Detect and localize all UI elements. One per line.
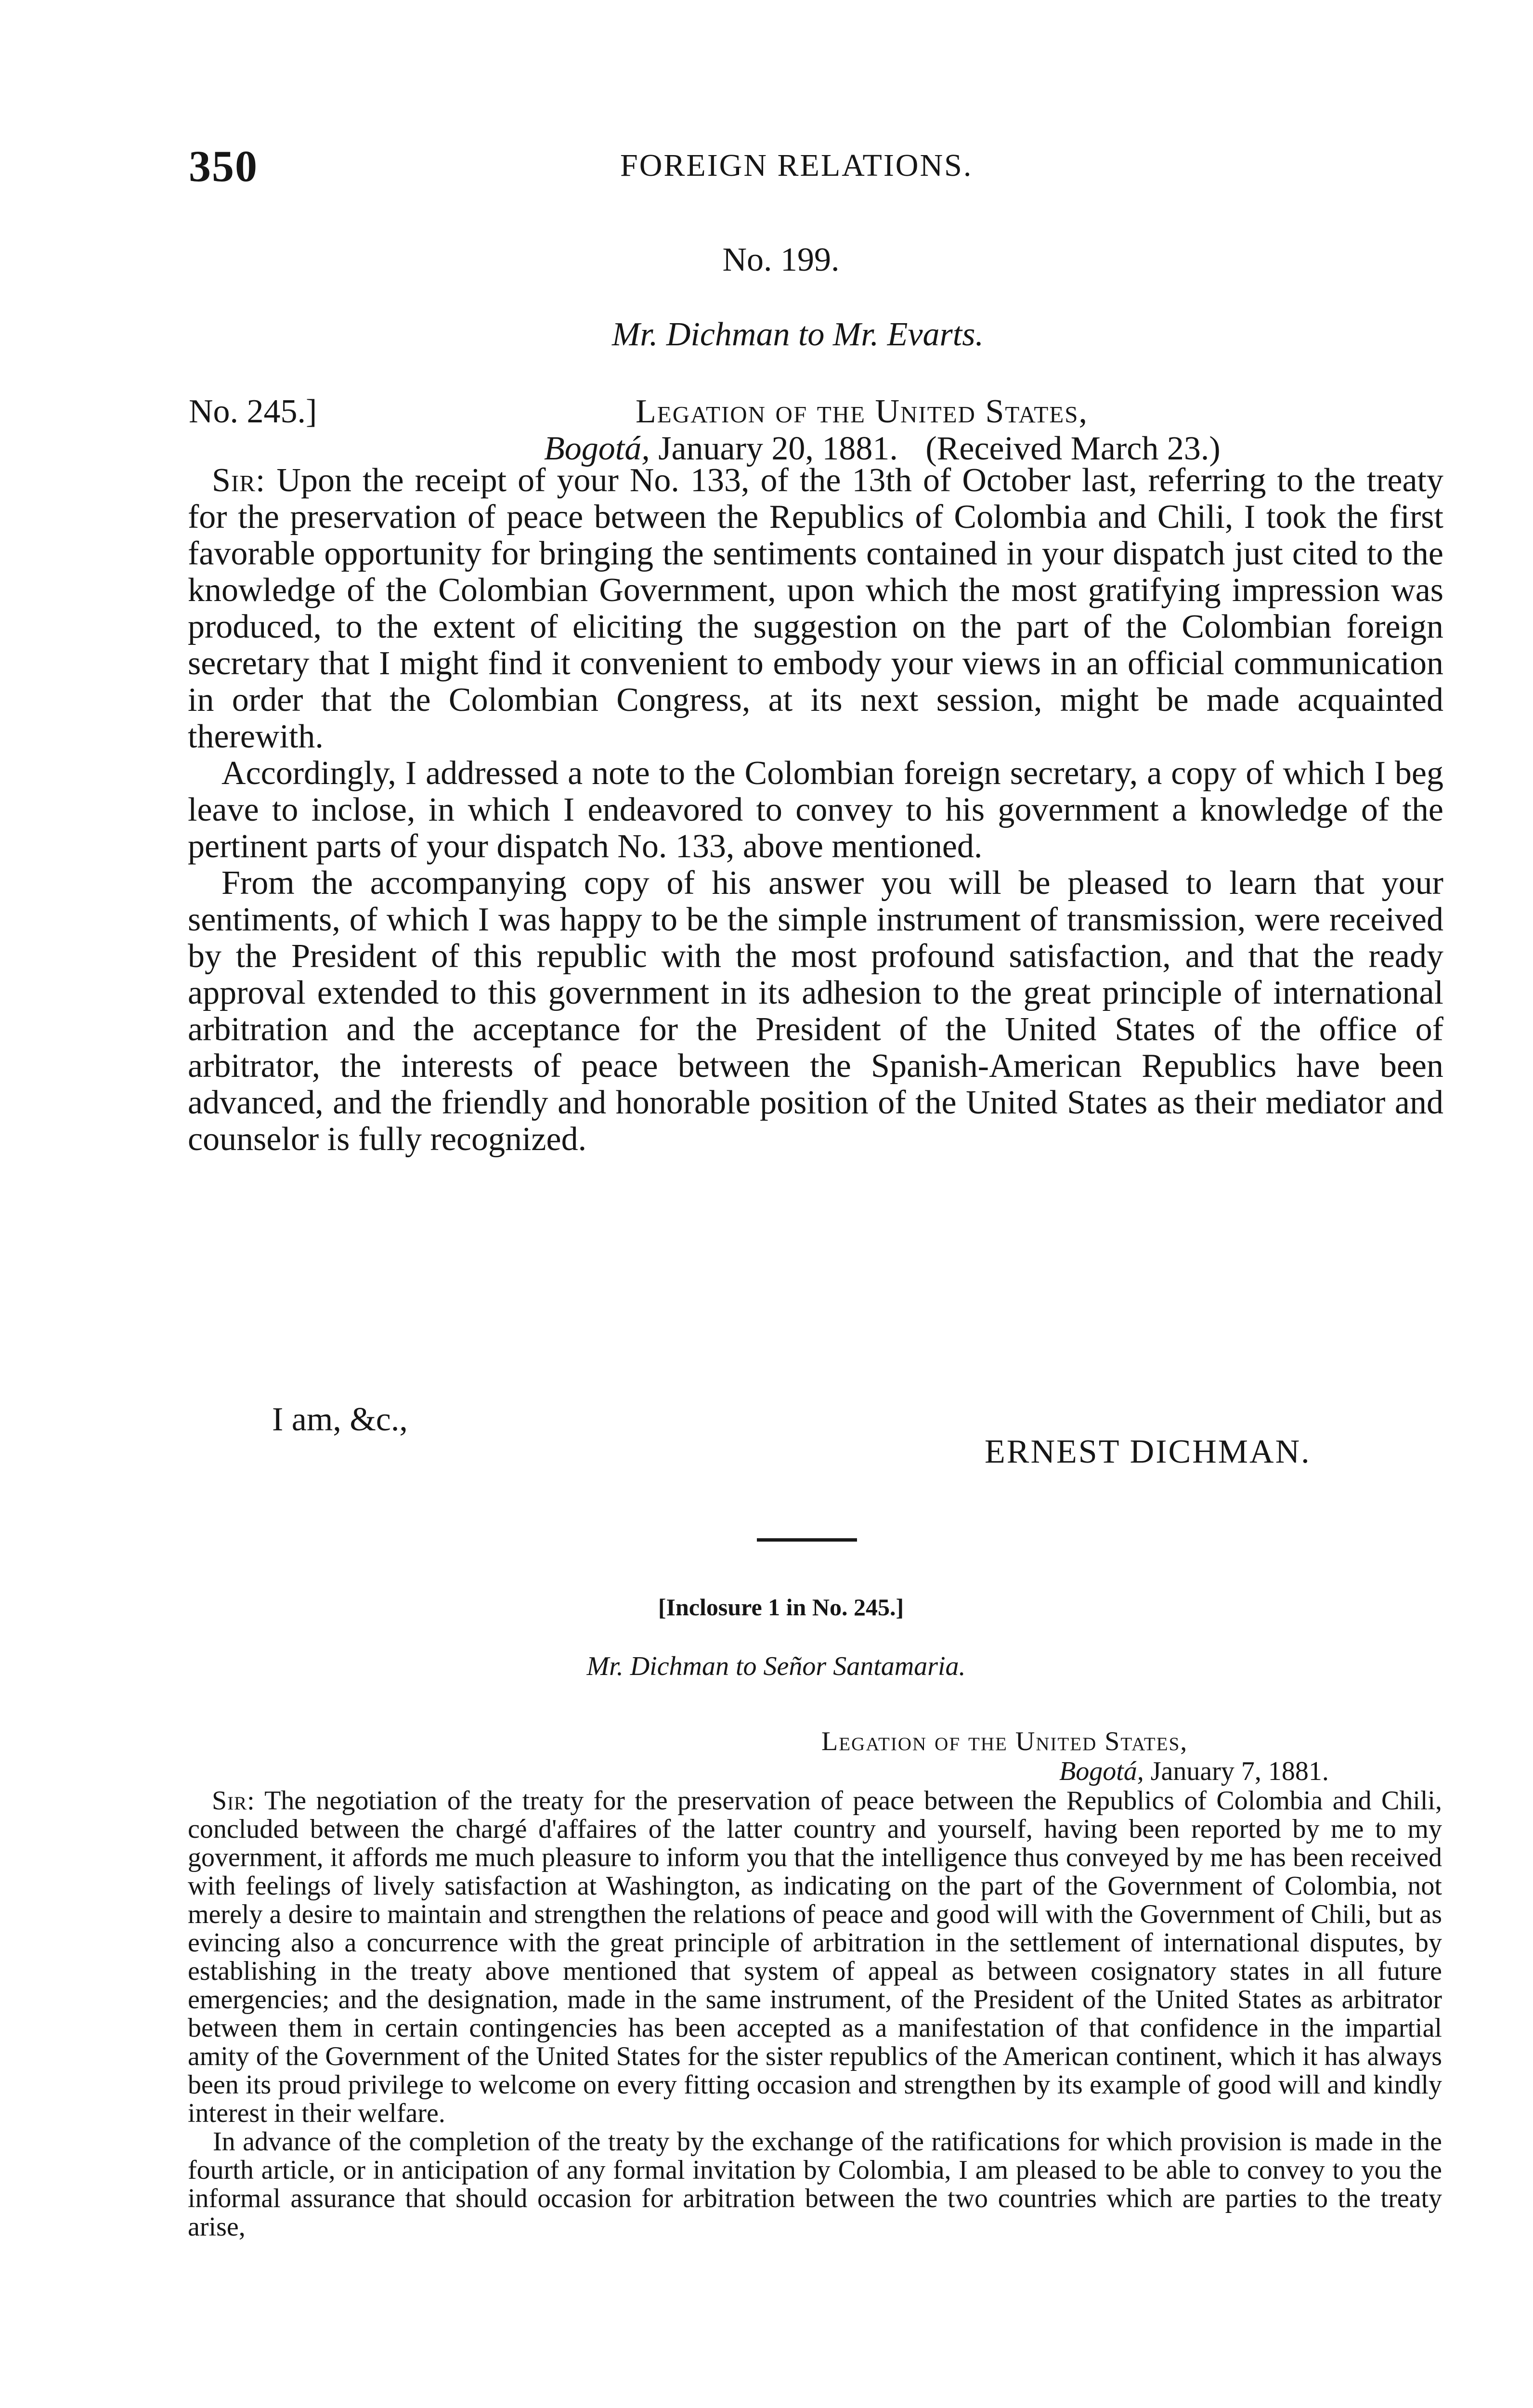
section-divider xyxy=(757,1538,857,1542)
inclosure-paragraph xyxy=(188,1787,1442,2128)
signature: ERNEST DICHMAN. xyxy=(985,1433,1311,1470)
salutation: Sir: xyxy=(212,462,266,499)
dateline-place: Bogotá, xyxy=(544,430,650,467)
document-number: No. 199. xyxy=(722,241,840,278)
paragraph-text: The negotiation of the treaty for the preservation of peace between the Republics of Colombia and Chili, concluded between the chargé d'affaires of the latter country and yourself, having been reported by me to my government, it affords me much pleasure to inform you that the intelligence thus conveyed by me has been received with feelings of lively satisfaction at Washington, as indicating on the part of the Government of Colombia, not merely a desire to maintain and strengthen the relations of peace and good will with the Government of Chili, but as evincing also a concurrence with the great principle of arbitration in the settlement of international disputes, by establishing in the treaty above mentioned that system of appeal as between cosignatory states in all future emergencies; and the designation, made in the same instrument, of the President of the United States as arbitrator between them in certain contingencies has been accepted as a manifestation of that confidence in the impartial amity of the Government of the United States for the sister republics of the American continent, which it has always been its proud privilege to welcome on every fitting occasion and strengthen by its example of good will and kindly interest in their welfare. xyxy=(188,1786,1442,2128)
dateline-date: January 20, 1881. xyxy=(658,430,898,467)
inclosure-title: Mr. Dichman to Señor Santamaria. xyxy=(586,1651,966,1681)
letter-paragraph: From the accompanying copy of his answer you will be pleased to learn that your sentiments, of which I was happy to be the simple instrument of transmission, were received by the President of this republic with the most profound satisfaction, and that the ready approval extended to this government in its adhesion to the great principle of international arbitration and the acceptance for the President of the United States of the office of arbitrator, the interests of peace between the Spanish-American Republics have been advanced, and the friendly and honorable position of the United States as their mediator and counselor is fully recognized. xyxy=(188,864,1443,1158)
dispatch-number: No. 245.] xyxy=(189,393,317,430)
letter-paragraph: Accordingly, I addressed a note to the Colombian foreign secretary, a copy of which I beg leave to inclose, in which I endeavored to convey to his government a knowledge of the pertinent parts of your dispatch No. 133, above mentioned. xyxy=(188,755,1443,865)
running-title: FOREIGN RELATIONS. xyxy=(620,148,973,183)
inclosure-paragraph: In advance of the completion of the treaty by the exchange of the ratifications for which provision is made in the fourth article, or in anticipation of any formal invitation by Colombia, I am pleased to be able to convey to you the informal assurance that should occasion for arbitration between the two countries which are parties to the treaty arise, xyxy=(188,2127,1442,2242)
closing: I am, &c., xyxy=(272,1401,408,1438)
inclosure-dateline-date: January 7, 1881. xyxy=(1150,1756,1329,1786)
page-number: 350 xyxy=(189,142,258,191)
document-title: Mr. Dichman to Mr. Evarts. xyxy=(612,316,984,353)
inclosure-dateline xyxy=(1059,1756,1329,1787)
legation-heading: Legation of the United States, xyxy=(636,393,1088,430)
received-note: (Received March 23.) xyxy=(925,430,1221,467)
letter-paragraph xyxy=(188,462,1443,755)
inclosure-dateline-place: Bogotá, xyxy=(1059,1756,1144,1786)
inclosure-body xyxy=(188,1787,1442,2241)
inclosure-label: [Inclosure 1 in No. 245.] xyxy=(658,1594,904,1621)
inclosure-legation-heading: Legation of the United States, xyxy=(821,1727,1188,1756)
page-header xyxy=(0,141,1533,194)
letter-body xyxy=(188,462,1443,1158)
paragraph-text: Upon the receipt of your No. 133, of the 13th of October last, referring to the treaty for the preservation of peace between the Republics of Colombia and Chili, I took the first favorable opportunity for bringing the sentiments contained in your dispatch just cited to the knowledge of the Colombian Government, upon which the most gratifying impression was produced, to the extent of eliciting the suggestion on the part of the Colombian foreign secretary that I might find it convenient to embody your views in an official communication in order that the Colombian Congress, at its next session, might be made acquainted therewith. xyxy=(188,462,1443,755)
inclosure-salutation: Sir: xyxy=(212,1786,255,1816)
